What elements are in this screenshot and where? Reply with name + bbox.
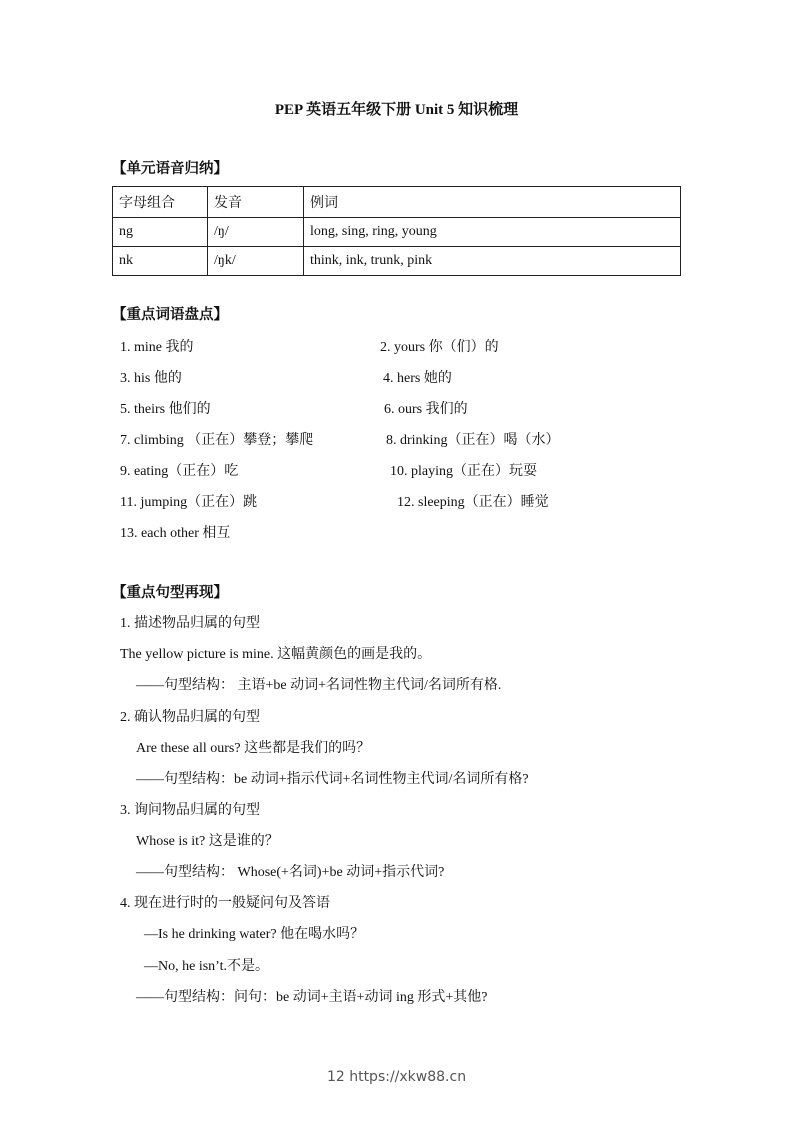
vocab-item: 6. ours 我们的 xyxy=(384,402,468,417)
pattern-title: 1. 描述物品归属的句型 xyxy=(120,616,260,631)
table-cell: ng xyxy=(113,218,208,247)
pattern-structure: ——句型结构：be 动词+指示代词+名词性物主代词/名词所有格? xyxy=(136,772,529,787)
table-row xyxy=(113,218,681,247)
example-sentence: —No, he isn’t.不是。 xyxy=(144,959,269,974)
vocab-item: 7. climbing （正在）攀登；攀爬 xyxy=(120,433,314,448)
table-row xyxy=(113,247,681,276)
pattern-title: 2. 确认物品归属的句型 xyxy=(120,710,260,725)
table-header-row xyxy=(113,187,681,218)
vocab-item: 3. his 他的 xyxy=(120,371,182,386)
vocab-item: 2. yours 你（们）的 xyxy=(380,340,499,355)
phonics-table xyxy=(112,186,681,276)
vocab-item: 11. jumping（正在）跳 xyxy=(120,495,258,510)
sentence-heading: 【重点句型再现】 xyxy=(112,585,228,601)
page-title: PEP 英语五年级下册 Unit 5 知识梳理 xyxy=(274,102,519,118)
vocab-item: 12. sleeping（正在）睡觉 xyxy=(397,495,549,510)
vocab-item: 1. mine 我的 xyxy=(120,340,194,355)
table-cell: /ŋk/ xyxy=(208,247,304,276)
table-header-cell: 例词 xyxy=(304,187,681,218)
table-header-cell: 字母组合 xyxy=(113,187,208,218)
pattern-title: 4. 现在进行时的一般疑问句及答语 xyxy=(120,896,330,911)
vocab-item: 4. hers 她的 xyxy=(383,371,452,386)
table-cell: long, sing, ring, young xyxy=(304,218,681,247)
pattern-structure: ——句型结构： Whose(+名词)+be 动词+指示代词? xyxy=(136,865,445,880)
example-sentence: Whose is it? 这是谁的？ xyxy=(136,834,279,849)
pattern-structure: ——句型结构：问句：be 动词+主语+动词 ing 形式+其他? xyxy=(136,990,488,1005)
table-cell: nk xyxy=(113,247,208,276)
vocab-item: 5. theirs 他们的 xyxy=(120,402,211,417)
vocab-item: 9. eating（正在）吃 xyxy=(120,464,239,479)
table-cell: think, ink, trunk, pink xyxy=(304,247,681,276)
vocab-item: 10. playing（正在）玩耍 xyxy=(390,464,537,479)
phonics-heading: 【单元语音归纳】 xyxy=(112,161,228,177)
page-footer: 12 https://xkw88.cn xyxy=(326,1069,467,1085)
example-sentence: The yellow picture is mine. 这幅黄颜色的画是我的。 xyxy=(120,647,432,662)
table-header-cell: 发音 xyxy=(208,187,304,218)
vocab-item: 8. drinking（正在）喝（水） xyxy=(386,433,560,448)
pattern-title: 3. 询问物品归属的句型 xyxy=(120,803,260,818)
vocab-heading: 【重点词语盘点】 xyxy=(112,307,228,323)
table-cell: /ŋ/ xyxy=(208,218,304,247)
example-sentence: —Is he drinking water? 他在喝水吗？ xyxy=(144,927,365,942)
pattern-structure: ——句型结构： 主语+be 动词+名词性物主代词/名词所有格. xyxy=(136,678,502,693)
example-sentence: Are these all ours? 这些都是我们的吗？ xyxy=(136,741,371,756)
vocab-item: 13. each other 相互 xyxy=(120,526,231,541)
